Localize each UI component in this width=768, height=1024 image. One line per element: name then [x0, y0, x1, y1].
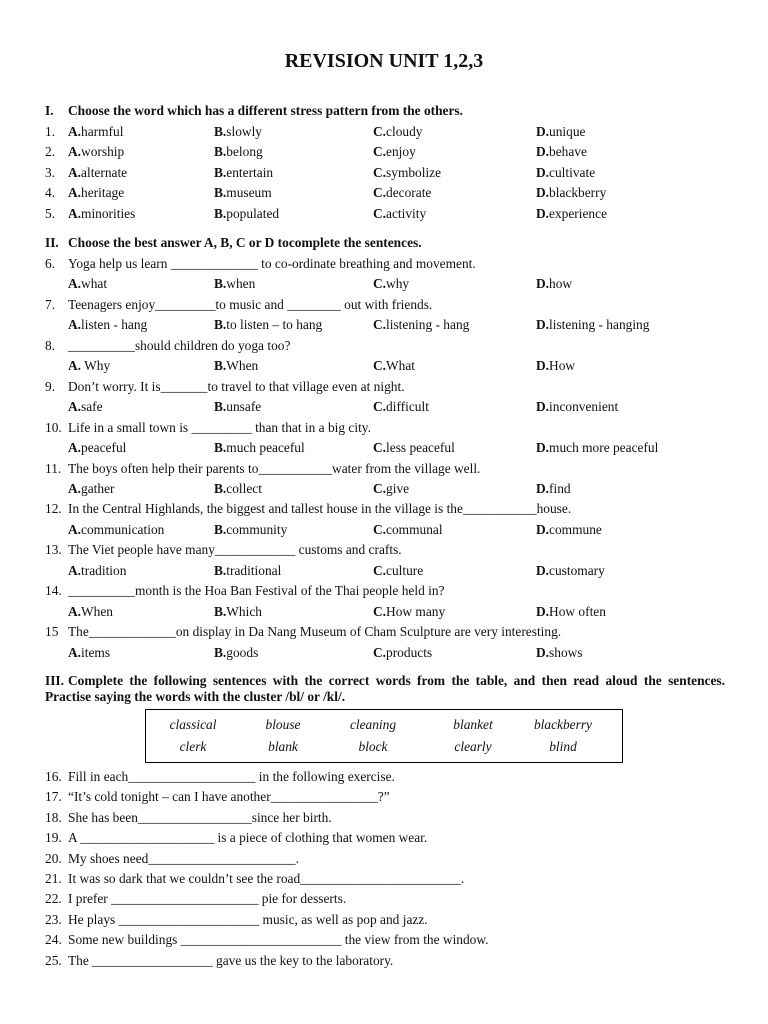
fill-in-line[interactable]: [45, 931, 735, 949]
option-text: customary: [549, 562, 605, 578]
option-text: inconvenient: [549, 399, 619, 415]
question-number: 7.: [45, 296, 56, 312]
option-c[interactable]: [373, 164, 441, 182]
section-number: II.: [45, 235, 59, 250]
option-b[interactable]: [214, 480, 262, 498]
option-d[interactable]: [536, 562, 605, 580]
option-letter: A.: [68, 124, 82, 139]
question-text: Some new buildings ________________________ the view from the window.: [68, 932, 489, 948]
word-box: [145, 709, 623, 763]
option-letter: C.: [373, 399, 387, 415]
option-a[interactable]: [68, 521, 164, 539]
option-text: listen - hang: [81, 317, 148, 333]
section-1-heading: [45, 103, 725, 119]
question-number: 17.: [45, 789, 62, 805]
question-line: [45, 419, 735, 437]
fill-in-line[interactable]: [45, 890, 735, 908]
option-letter: C.: [373, 205, 387, 221]
option-text: museum: [226, 185, 272, 201]
answer-options: [68, 184, 738, 202]
option-b[interactable]: [214, 143, 263, 161]
option-text: When: [226, 358, 259, 374]
section-instruction: Complete the following sentences with the correct words from the table, and then read aloud the sentences. Practise saying the words with the cluster /bl/ or /kl/.: [45, 673, 725, 704]
fill-in-line[interactable]: [45, 952, 735, 970]
option-a[interactable]: [68, 603, 113, 621]
option-text: collect: [226, 480, 262, 496]
option-c[interactable]: [373, 603, 445, 621]
question-number: 8.: [45, 337, 56, 353]
option-text: safe: [81, 399, 103, 415]
question-text: __________month is the Hoa Ban Festival of the Thai people held in?: [68, 583, 445, 599]
option-text: commune: [549, 521, 602, 537]
option-letter: C.: [373, 276, 387, 292]
option-letter: D.: [536, 358, 550, 374]
option-text: to listen – to hang: [226, 317, 323, 333]
option-c[interactable]: [373, 357, 415, 375]
option-text: How many: [386, 603, 446, 619]
option-a[interactable]: [68, 184, 124, 202]
option-b[interactable]: [214, 184, 272, 202]
fill-in-line[interactable]: [45, 911, 735, 929]
option-letter: B.: [214, 644, 227, 660]
option-d[interactable]: [536, 184, 606, 202]
question-number: 13.: [45, 542, 62, 558]
option-letter: A.: [68, 144, 82, 160]
option-a[interactable]: [68, 164, 127, 182]
fill-in-line[interactable]: [45, 768, 735, 786]
option-c[interactable]: [373, 480, 409, 498]
option-d[interactable]: [536, 143, 587, 161]
option-letter: C.: [373, 603, 387, 619]
question-text: Yoga help us learn _____________ to co-ordinate breathing and movement.: [68, 256, 476, 271]
question-number: 11.: [45, 460, 62, 476]
word-box-item: blind: [549, 739, 577, 754]
question-text: The __________________ gave us the key to the laboratory.: [68, 952, 394, 968]
option-d[interactable]: [536, 275, 572, 293]
question-number: 14.: [45, 583, 62, 599]
answer-options: [68, 123, 738, 141]
question-number: 18.: [45, 809, 62, 825]
fill-in-line[interactable]: [45, 850, 735, 868]
option-letter: A.: [68, 205, 82, 221]
option-text: products: [386, 644, 433, 660]
option-letter: A.: [68, 358, 82, 374]
question-text: My shoes need______________________.: [68, 850, 299, 866]
option-text: blackberry: [549, 185, 607, 201]
question-text: Teenagers enjoy_________to music and ________ out with friends.: [68, 296, 433, 312]
question-text: __________should children do yoga too?: [68, 337, 291, 353]
answer-options: [68, 398, 738, 416]
question-line: [45, 500, 735, 518]
option-b[interactable]: [214, 521, 287, 539]
option-text: belong: [226, 144, 263, 160]
word-box-item: blackberry: [533, 717, 592, 732]
option-text: when: [226, 276, 256, 292]
question-text: Life in a small town is _________ than that in a big city.: [68, 419, 371, 435]
question-text: Fill in each___________________ in the following exercise.: [68, 769, 395, 784]
option-d[interactable]: [536, 164, 595, 182]
question-number: 10.: [45, 419, 62, 435]
option-text: tradition: [81, 562, 127, 578]
option-letter: D.: [536, 205, 550, 221]
option-a[interactable]: [68, 143, 124, 161]
option-letter: D.: [536, 144, 550, 160]
option-letter: A.: [68, 317, 82, 333]
option-text: worship: [81, 144, 125, 160]
option-text: why: [386, 276, 410, 292]
option-text: How often: [549, 603, 606, 619]
option-text: culture: [386, 562, 424, 578]
section-3-heading: [45, 673, 725, 705]
option-letter: C.: [373, 124, 387, 139]
option-letter: A.: [68, 399, 82, 415]
question-line: [45, 623, 735, 641]
option-a[interactable]: [68, 562, 126, 580]
option-text: decorate: [386, 185, 432, 201]
question-number: 4.: [45, 185, 56, 201]
question-number: 21.: [45, 871, 62, 886]
option-b[interactable]: [214, 357, 258, 375]
option-letter: A.: [68, 440, 82, 455]
question-number: 15: [45, 624, 59, 640]
answer-options: [68, 275, 738, 293]
option-text: cloudy: [386, 124, 423, 139]
question-number: 24.: [45, 932, 62, 948]
section-instruction: Choose the best answer A, B, C or D tocomplete the sentences.: [68, 235, 422, 250]
word-box-item: blanket: [453, 717, 493, 732]
fill-in-line[interactable]: [45, 829, 735, 847]
option-text: alternate: [81, 164, 128, 180]
option-text: less peaceful: [386, 440, 455, 455]
option-text: how: [549, 276, 573, 292]
option-a[interactable]: [68, 398, 103, 416]
word-box-item: blank: [268, 739, 298, 754]
option-a[interactable]: [68, 480, 115, 498]
option-letter: A.: [68, 276, 82, 292]
option-letter: B.: [214, 317, 227, 333]
option-text: community: [226, 521, 288, 537]
option-text: peaceful: [81, 440, 127, 455]
option-letter: D.: [536, 276, 550, 292]
option-letter: B.: [214, 399, 227, 415]
option-text: Why: [81, 358, 111, 374]
question-number: 3.: [45, 164, 56, 180]
question-line: [45, 337, 735, 355]
option-letter: C.: [373, 144, 387, 160]
question-number: 2.: [45, 144, 56, 160]
option-letter: C.: [373, 644, 387, 660]
question-number: 20.: [45, 850, 62, 866]
option-text: populated: [226, 205, 280, 221]
option-text: heritage: [81, 185, 125, 201]
option-text: experience: [549, 205, 608, 221]
option-text: what: [81, 276, 108, 292]
option-c[interactable]: [373, 644, 432, 662]
word-box-item: blouse: [265, 717, 301, 732]
option-letter: D.: [536, 603, 550, 619]
option-c[interactable]: [373, 316, 469, 334]
option-text: harmful: [81, 124, 124, 139]
answer-options: [68, 205, 738, 223]
answer-options: [68, 439, 738, 457]
option-text: unique: [549, 124, 586, 139]
option-letter: B.: [214, 276, 227, 292]
option-letter: C.: [373, 521, 387, 537]
option-b[interactable]: [214, 205, 279, 223]
option-b[interactable]: [214, 316, 322, 334]
option-text: difficult: [386, 399, 429, 415]
option-letter: B.: [214, 144, 227, 160]
word-box-item: clearly: [454, 739, 492, 754]
option-d[interactable]: [536, 521, 602, 539]
option-c[interactable]: [373, 439, 455, 457]
page-title: REVISION UNIT 1,2,3: [284, 50, 484, 72]
question-text: The boys often help their parents to___________water from the village well.: [68, 460, 481, 476]
option-letter: D.: [536, 124, 550, 139]
option-letter: A.: [68, 603, 82, 619]
option-letter: C.: [373, 440, 387, 455]
option-text: behave: [549, 144, 587, 160]
option-letter: B.: [214, 205, 227, 221]
question-line: [45, 296, 735, 314]
option-c[interactable]: [373, 143, 416, 161]
question-number: 1.: [45, 124, 56, 139]
option-text: items: [81, 644, 111, 660]
option-letter: D.: [536, 440, 550, 455]
option-text: gather: [81, 480, 115, 496]
option-letter: B.: [214, 124, 227, 139]
option-a[interactable]: [68, 439, 126, 457]
question-line: [45, 378, 735, 396]
answer-options: [68, 357, 738, 375]
option-letter: C.: [373, 185, 387, 201]
option-text: much more peaceful: [549, 440, 659, 455]
question-number: 12.: [45, 501, 62, 517]
option-text: traditional: [226, 562, 282, 578]
question-text: “It’s cold tonight – can I have another________________?”: [68, 789, 390, 805]
option-text: What: [386, 358, 416, 374]
option-letter: B.: [214, 185, 227, 201]
option-letter: C.: [373, 164, 387, 180]
section-number: III.: [45, 673, 64, 688]
option-letter: B.: [214, 358, 227, 374]
option-text: find: [549, 480, 571, 496]
option-c[interactable]: [373, 123, 422, 141]
answer-options: [68, 521, 738, 539]
question-text: Don’t worry. It is_______to travel to that village even at night.: [68, 378, 405, 394]
question-line: [45, 582, 735, 600]
option-d[interactable]: [536, 123, 585, 141]
fill-in-line[interactable]: [45, 870, 735, 888]
option-d[interactable]: [536, 357, 575, 375]
option-b[interactable]: [214, 644, 258, 662]
question-text: The_____________on display in Da Nang Museum of Cham Sculpture are very interesting.: [68, 624, 562, 640]
option-b[interactable]: [214, 275, 255, 293]
option-text: give: [386, 480, 410, 496]
question-number: 5.: [45, 205, 56, 221]
option-letter: D.: [536, 562, 550, 578]
option-text: activity: [386, 205, 427, 221]
option-a[interactable]: [68, 316, 147, 334]
option-b[interactable]: [214, 123, 262, 141]
option-letter: B.: [214, 562, 227, 578]
question-text: He plays _____________________ music, as well as pop and jazz.: [68, 911, 428, 927]
question-number: 9.: [45, 378, 56, 394]
option-b[interactable]: [214, 603, 262, 621]
option-letter: A.: [68, 562, 82, 578]
option-text: communication: [81, 521, 165, 537]
fill-in-line[interactable]: [45, 788, 735, 806]
option-letter: B.: [214, 603, 227, 619]
option-c[interactable]: [373, 521, 443, 539]
option-letter: A.: [68, 164, 82, 180]
answer-options: [68, 316, 738, 334]
question-number: 16.: [45, 769, 62, 784]
answer-options: [68, 143, 738, 161]
option-text: slowly: [226, 124, 262, 139]
option-a[interactable]: [68, 357, 110, 375]
option-letter: C.: [373, 480, 387, 496]
option-text: minorities: [81, 205, 136, 221]
answer-options: [68, 644, 738, 662]
option-text: communal: [386, 521, 443, 537]
option-text: entertain: [226, 164, 274, 180]
answer-options: [68, 562, 738, 580]
option-letter: D.: [536, 399, 550, 415]
answer-options: [68, 164, 738, 182]
option-letter: D.: [536, 185, 550, 201]
word-box-item: block: [358, 739, 388, 754]
question-text: The Viet people have many____________ customs and crafts.: [68, 542, 402, 558]
option-text: much peaceful: [226, 440, 305, 455]
question-number: 25.: [45, 952, 62, 968]
option-text: cultivate: [549, 164, 596, 180]
option-letter: D.: [536, 317, 550, 333]
option-d[interactable]: [536, 603, 606, 621]
question-text: I prefer ______________________ pie for desserts.: [68, 891, 347, 907]
option-d[interactable]: [536, 205, 607, 223]
option-b[interactable]: [214, 562, 281, 580]
option-letter: C.: [373, 562, 387, 578]
word-box-item: cleaning: [349, 717, 397, 732]
section-2-heading: [45, 235, 725, 251]
option-text: listening - hang: [386, 317, 470, 333]
option-letter: A.: [68, 521, 82, 537]
question-number: 23.: [45, 911, 62, 927]
word-box-item: classical: [169, 717, 217, 732]
option-letter: D.: [536, 644, 550, 660]
option-text: unsafe: [226, 399, 262, 415]
option-letter: C.: [373, 317, 387, 333]
option-a[interactable]: [68, 644, 110, 662]
option-letter: C.: [373, 358, 387, 374]
option-letter: B.: [214, 164, 227, 180]
question-number: 19.: [45, 830, 62, 846]
option-d[interactable]: [536, 439, 658, 457]
question-text: In the Central Highlands, the biggest and tallest house in the village is the___________house.: [68, 501, 572, 517]
question-text: She has been_________________since her birth.: [68, 809, 332, 825]
option-b[interactable]: [214, 164, 273, 182]
question-line: [45, 541, 735, 559]
option-text: shows: [549, 644, 583, 660]
option-d[interactable]: [536, 644, 583, 662]
option-text: symbolize: [386, 164, 442, 180]
option-b[interactable]: [214, 439, 305, 457]
option-c[interactable]: [373, 275, 409, 293]
option-text: Which: [226, 603, 262, 619]
option-a[interactable]: [68, 123, 123, 141]
option-c[interactable]: [373, 562, 423, 580]
option-d[interactable]: [536, 398, 618, 416]
word-box-item: clerk: [179, 739, 207, 754]
option-d[interactable]: [536, 480, 571, 498]
question-text: A ____________________ is a piece of clothing that women wear.: [68, 830, 428, 846]
option-letter: D.: [536, 480, 550, 496]
option-text: enjoy: [386, 144, 416, 160]
answer-options: [68, 603, 738, 621]
fill-in-line[interactable]: [45, 809, 735, 827]
answer-options: [68, 480, 738, 498]
option-c[interactable]: [373, 205, 426, 223]
option-a[interactable]: [68, 275, 107, 293]
section-instruction: Choose the word which has a different stress pattern from the others.: [68, 103, 463, 118]
question-number: 22.: [45, 891, 62, 907]
option-letter: D.: [536, 164, 550, 180]
option-text: listening - hanging: [549, 317, 650, 333]
option-c[interactable]: [373, 398, 429, 416]
option-text: When: [81, 603, 114, 619]
option-letter: B.: [214, 521, 227, 537]
question-text: It was so dark that we couldn’t see the road________________________.: [68, 871, 465, 886]
option-c[interactable]: [373, 184, 431, 202]
option-d[interactable]: [536, 316, 649, 334]
section-number: I.: [45, 103, 54, 118]
option-letter: B.: [214, 440, 227, 455]
option-a[interactable]: [68, 205, 135, 223]
question-line: [45, 255, 735, 273]
option-text: goods: [226, 644, 259, 660]
option-letter: A.: [68, 644, 82, 660]
question-line: [45, 460, 735, 478]
option-letter: A.: [68, 480, 82, 496]
option-text: How: [549, 358, 576, 374]
question-number: 6.: [45, 256, 56, 271]
option-letter: B.: [214, 480, 227, 496]
option-b[interactable]: [214, 398, 261, 416]
option-letter: A.: [68, 185, 82, 201]
option-letter: D.: [536, 521, 550, 537]
